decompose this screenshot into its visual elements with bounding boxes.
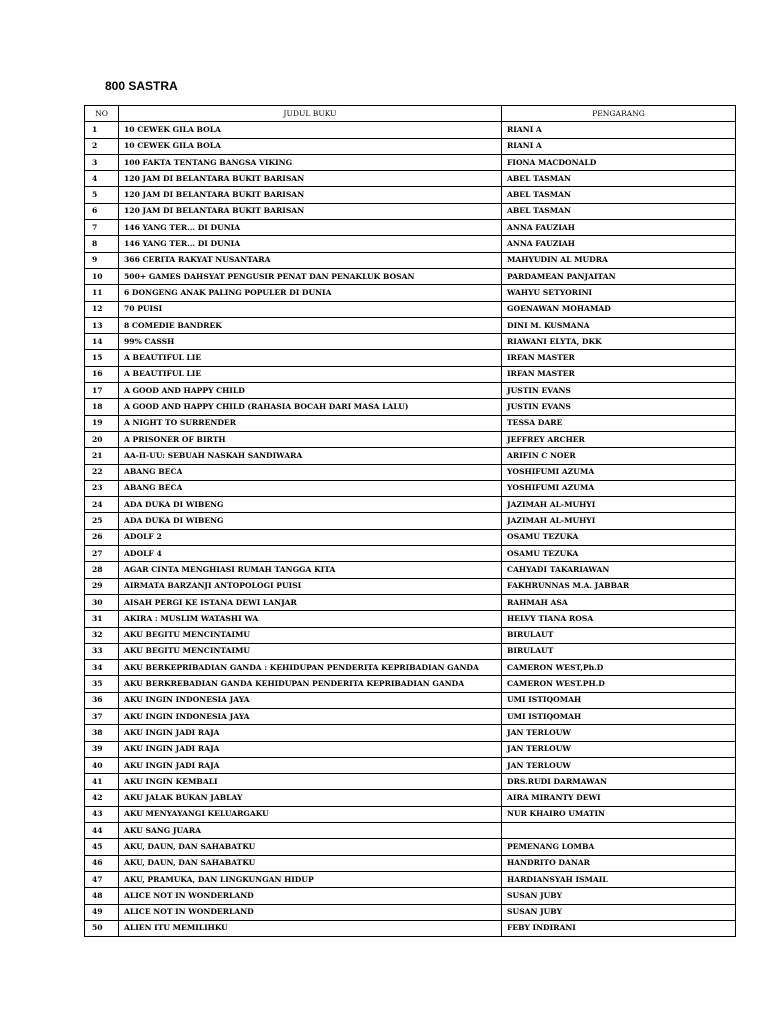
row-book-title: 146 YANG TER... DI DUNIA xyxy=(119,236,502,252)
row-author: MAHYUDIN AL MUDRA xyxy=(502,252,736,268)
row-book-title: AKU INGIN INDONESIA JAYA xyxy=(119,692,502,708)
table-row xyxy=(85,350,736,366)
row-number: 16 xyxy=(85,366,119,382)
row-author: JAN TERLOUW xyxy=(502,725,736,741)
table-row xyxy=(85,546,736,562)
table-row xyxy=(85,660,736,676)
table-row xyxy=(85,774,736,790)
row-book-title: 120 JAM DI BELANTARA BUKIT BARISAN xyxy=(119,187,502,203)
row-book-title: 146 YANG TER... DI DUNIA xyxy=(119,220,502,236)
row-author: JAZIMAH AL-MUHYI xyxy=(502,497,736,513)
row-number: 31 xyxy=(85,611,119,627)
row-number: 37 xyxy=(85,708,119,724)
row-author: UMI ISTIQOMAH xyxy=(502,692,736,708)
row-number: 42 xyxy=(85,790,119,806)
table-row xyxy=(85,888,736,904)
row-number: 38 xyxy=(85,725,119,741)
row-number: 3 xyxy=(85,154,119,170)
row-number: 6 xyxy=(85,203,119,219)
row-author: UMI ISTIQOMAH xyxy=(502,708,736,724)
row-book-title: AGAR CINTA MENGHIASI RUMAH TANGGA KITA xyxy=(119,562,502,578)
row-author: JAN TERLOUW xyxy=(502,741,736,757)
row-book-title: ADOLF 2 xyxy=(119,529,502,545)
table-row xyxy=(85,187,736,203)
table-row xyxy=(85,513,736,529)
row-book-title: A NIGHT TO SURRENDER xyxy=(119,415,502,431)
row-book-title: AKU INGIN KEMBALI xyxy=(119,774,502,790)
row-author: HANDRITO DANAR xyxy=(502,855,736,871)
row-author: JUSTIN EVANS xyxy=(502,383,736,399)
row-book-title: 70 PUISI xyxy=(119,301,502,317)
row-author: DRS.RUDI DARMAWAN xyxy=(502,774,736,790)
row-book-title: 120 JAM DI BELANTARA BUKIT BARISAN xyxy=(119,203,502,219)
row-author: JAZIMAH AL-MUHYI xyxy=(502,513,736,529)
row-number: 36 xyxy=(85,692,119,708)
row-book-title: ALICE NOT IN WONDERLAND xyxy=(119,904,502,920)
table-header-row xyxy=(85,106,736,122)
table-row xyxy=(85,317,736,333)
table-row xyxy=(85,431,736,447)
table-row xyxy=(85,757,736,773)
header-author: PENGARANG xyxy=(502,106,736,122)
row-book-title: AISAH PERGI KE ISTANA DEWI LANJAR xyxy=(119,594,502,610)
row-number: 26 xyxy=(85,529,119,545)
table-row xyxy=(85,741,736,757)
row-author: BIRULAUT xyxy=(502,627,736,643)
row-book-title: A BEAUTIFUL LIE xyxy=(119,366,502,382)
table-row xyxy=(85,122,736,138)
row-book-title: AKU INGIN INDONESIA JAYA xyxy=(119,708,502,724)
row-author: FIONA MACDONALD xyxy=(502,154,736,170)
table-row xyxy=(85,220,736,236)
row-author: ANNA FAUZIAH xyxy=(502,236,736,252)
row-number: 11 xyxy=(85,285,119,301)
row-number: 44 xyxy=(85,823,119,839)
row-number: 48 xyxy=(85,888,119,904)
row-book-title: AKIRA : MUSLIM WATASHI WA xyxy=(119,611,502,627)
table-row xyxy=(85,334,736,350)
row-author: DINI M. KUSMANA xyxy=(502,317,736,333)
table-row xyxy=(85,611,736,627)
table-row xyxy=(85,692,736,708)
row-book-title: AKU BEGITU MENCINTAIMU xyxy=(119,643,502,659)
row-book-title: AKU MENYAYANGI KELUARGAKU xyxy=(119,806,502,822)
table-row xyxy=(85,562,736,578)
row-book-title: A GOOD AND HAPPY CHILD xyxy=(119,383,502,399)
row-book-title: 500+ GAMES DAHSYAT PENGUSIR PENAT DAN PENAKLUK BOSAN xyxy=(119,268,502,284)
row-number: 29 xyxy=(85,578,119,594)
row-book-title: ADA DUKA DI WIBENG xyxy=(119,513,502,529)
row-book-title: 6 DONGENG ANAK PALING POPULER DI DUNIA xyxy=(119,285,502,301)
table-row xyxy=(85,415,736,431)
table-row xyxy=(85,171,736,187)
row-author: CAHYADI TAKARIAWAN xyxy=(502,562,736,578)
table-row xyxy=(85,366,736,382)
row-author xyxy=(502,823,736,839)
row-author: RIAWANI ELYTA, DKK xyxy=(502,334,736,350)
row-book-title: 10 CEWEK GILA BOLA xyxy=(119,122,502,138)
row-book-title: ALICE NOT IN WONDERLAND xyxy=(119,888,502,904)
row-author: SUSAN JUBY xyxy=(502,904,736,920)
row-author: JAN TERLOUW xyxy=(502,757,736,773)
row-number: 27 xyxy=(85,546,119,562)
row-number: 23 xyxy=(85,480,119,496)
table-row xyxy=(85,236,736,252)
row-author: TESSA DARE xyxy=(502,415,736,431)
table-row xyxy=(85,138,736,154)
row-number: 49 xyxy=(85,904,119,920)
row-author: AIRA MIRANTY DEWI xyxy=(502,790,736,806)
row-author: GOENAWAN MOHAMAD xyxy=(502,301,736,317)
table-row xyxy=(85,268,736,284)
row-author: SUSAN JUBY xyxy=(502,888,736,904)
table-row xyxy=(85,578,736,594)
table-row xyxy=(85,790,736,806)
row-author: PEMENANG LOMBA xyxy=(502,839,736,855)
row-number: 12 xyxy=(85,301,119,317)
row-number: 4 xyxy=(85,171,119,187)
table-row xyxy=(85,399,736,415)
row-number: 13 xyxy=(85,317,119,333)
row-book-title: 10 CEWEK GILA BOLA xyxy=(119,138,502,154)
row-author: YOSHIFUMI AZUMA xyxy=(502,464,736,480)
row-number: 39 xyxy=(85,741,119,757)
row-number: 25 xyxy=(85,513,119,529)
row-number: 20 xyxy=(85,431,119,447)
row-author: ANNA FAUZIAH xyxy=(502,220,736,236)
row-book-title: ABANG BECA xyxy=(119,464,502,480)
row-number: 47 xyxy=(85,871,119,887)
row-book-title: A BEAUTIFUL LIE xyxy=(119,350,502,366)
table-row xyxy=(85,676,736,692)
row-author: ABEL TASMAN xyxy=(502,203,736,219)
row-book-title: A PRISONER OF BIRTH xyxy=(119,431,502,447)
row-number: 22 xyxy=(85,464,119,480)
row-book-title: AA-II-UU: SEBUAH NASKAH SANDIWARA xyxy=(119,448,502,464)
row-author: HARDIANSYAH ISMAIL xyxy=(502,871,736,887)
table-row xyxy=(85,448,736,464)
row-number: 5 xyxy=(85,187,119,203)
row-number: 7 xyxy=(85,220,119,236)
row-author: ABEL TASMAN xyxy=(502,171,736,187)
table-row xyxy=(85,464,736,480)
row-author: RIANI A xyxy=(502,122,736,138)
table-row xyxy=(85,871,736,887)
row-author: HELVY TIANA ROSA xyxy=(502,611,736,627)
row-author: ARIFIN C NOER xyxy=(502,448,736,464)
row-book-title: ADA DUKA DI WIBENG xyxy=(119,497,502,513)
row-book-title: AKU BERKREBADIAN GANDA KEHIDUPAN PENDERITA KEPRIBADIAN GANDA xyxy=(119,676,502,692)
table-row xyxy=(85,806,736,822)
row-number: 34 xyxy=(85,660,119,676)
row-number: 14 xyxy=(85,334,119,350)
header-no: NO xyxy=(85,106,119,122)
row-number: 8 xyxy=(85,236,119,252)
table-row xyxy=(85,855,736,871)
row-author: IRFAN MASTER xyxy=(502,350,736,366)
table-row xyxy=(85,594,736,610)
table-row xyxy=(85,529,736,545)
table-row xyxy=(85,480,736,496)
row-book-title: AKU SANG JUARA xyxy=(119,823,502,839)
row-author: FEBY INDIRANI xyxy=(502,920,736,936)
row-book-title: ADOLF 4 xyxy=(119,546,502,562)
table-row xyxy=(85,497,736,513)
row-book-title: AKU, DAUN, DAN SAHABATKU xyxy=(119,855,502,871)
row-number: 17 xyxy=(85,383,119,399)
row-book-title: A GOOD AND HAPPY CHILD (RAHASIA BOCAH DARI MASA LALU) xyxy=(119,399,502,415)
table-row xyxy=(85,904,736,920)
table-row xyxy=(85,154,736,170)
table-row xyxy=(85,839,736,855)
table-row xyxy=(85,383,736,399)
row-number: 43 xyxy=(85,806,119,822)
row-author: CAMERON WEST,Ph.D xyxy=(502,660,736,676)
table-row xyxy=(85,643,736,659)
row-author: PARDAMEAN PANJAITAN xyxy=(502,268,736,284)
row-author: JUSTIN EVANS xyxy=(502,399,736,415)
row-book-title: 8 COMEDIE BANDREK xyxy=(119,317,502,333)
row-book-title: 366 CERITA RAKYAT NUSANTARA xyxy=(119,252,502,268)
row-author: RAHMAH ASA xyxy=(502,594,736,610)
row-book-title: AKU JALAK BUKAN JABLAY xyxy=(119,790,502,806)
table-row xyxy=(85,725,736,741)
row-number: 21 xyxy=(85,448,119,464)
row-number: 40 xyxy=(85,757,119,773)
row-book-title: 120 JAM DI BELANTARA BUKIT BARISAN xyxy=(119,171,502,187)
row-number: 9 xyxy=(85,252,119,268)
row-book-title: 99% CASSH xyxy=(119,334,502,350)
row-book-title: 100 FAKTA TENTANG BANGSA VIKING xyxy=(119,154,502,170)
row-author: YOSHIFUMI AZUMA xyxy=(502,480,736,496)
row-book-title: AIRMATA BARZANJI ANTOPOLOGI PUISI xyxy=(119,578,502,594)
table-row xyxy=(85,920,736,936)
row-number: 10 xyxy=(85,268,119,284)
table-row xyxy=(85,301,736,317)
row-number: 19 xyxy=(85,415,119,431)
table-row xyxy=(85,203,736,219)
row-author: IRFAN MASTER xyxy=(502,366,736,382)
row-number: 28 xyxy=(85,562,119,578)
row-number: 46 xyxy=(85,855,119,871)
row-book-title: AKU BEGITU MENCINTAIMU xyxy=(119,627,502,643)
row-author: CAMERON WEST.PH.D xyxy=(502,676,736,692)
row-number: 45 xyxy=(85,839,119,855)
row-number: 32 xyxy=(85,627,119,643)
row-number: 33 xyxy=(85,643,119,659)
row-number: 15 xyxy=(85,350,119,366)
row-number: 2 xyxy=(85,138,119,154)
row-book-title: AKU, DAUN, DAN SAHABATKU xyxy=(119,839,502,855)
row-book-title: AKU BERKEPRIBADIAN GANDA : KEHIDUPAN PENDERITA KEPRIBADIAN GANDA xyxy=(119,660,502,676)
row-number: 35 xyxy=(85,676,119,692)
row-author: WAHYU SETYORINI xyxy=(502,285,736,301)
row-author: OSAMU TEZUKA xyxy=(502,529,736,545)
row-number: 41 xyxy=(85,774,119,790)
row-author: BIRULAUT xyxy=(502,643,736,659)
header-title: JUDUL BUKU xyxy=(119,106,502,122)
table-row xyxy=(85,285,736,301)
row-book-title: AKU INGIN JADI RAJA xyxy=(119,757,502,773)
row-author: RIANI A xyxy=(502,138,736,154)
row-number: 50 xyxy=(85,920,119,936)
row-book-title: AKU INGIN JADI RAJA xyxy=(119,725,502,741)
table-row xyxy=(85,627,736,643)
document-title: 800 SASTRA xyxy=(105,79,178,93)
table-row xyxy=(85,252,736,268)
row-book-title: AKU INGIN JADI RAJA xyxy=(119,741,502,757)
row-book-title: ABANG BECA xyxy=(119,480,502,496)
row-number: 18 xyxy=(85,399,119,415)
row-author: ABEL TASMAN xyxy=(502,187,736,203)
row-number: 30 xyxy=(85,594,119,610)
row-author: JEFFREY ARCHER xyxy=(502,431,736,447)
row-number: 1 xyxy=(85,122,119,138)
table-row xyxy=(85,823,736,839)
row-book-title: ALIEN ITU MEMILIHKU xyxy=(119,920,502,936)
row-number: 24 xyxy=(85,497,119,513)
row-author: FAKHRUNNAS M.A. JABBAR xyxy=(502,578,736,594)
row-book-title: AKU, PRAMUKA, DAN LINGKUNGAN HIDUP xyxy=(119,871,502,887)
row-author: NUR KHAIRO UMATIN xyxy=(502,806,736,822)
table-row xyxy=(85,708,736,724)
row-author: OSAMU TEZUKA xyxy=(502,546,736,562)
book-table xyxy=(84,105,736,937)
table-body xyxy=(85,122,736,937)
